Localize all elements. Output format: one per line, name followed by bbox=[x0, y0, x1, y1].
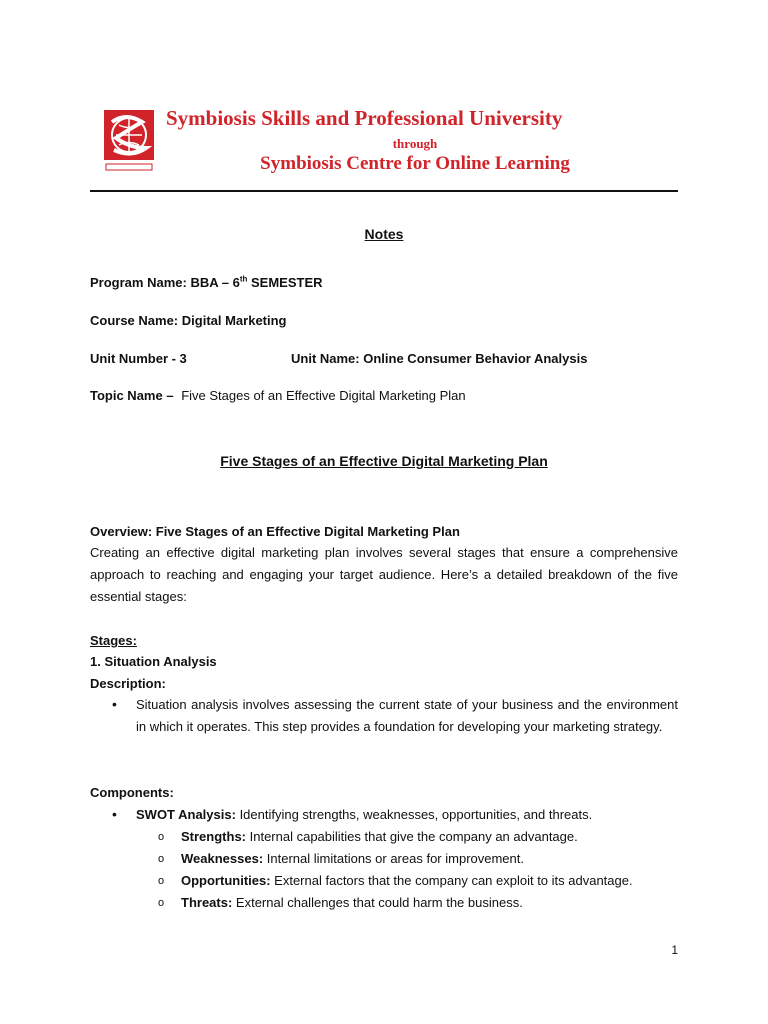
topic-line bbox=[90, 388, 466, 403]
sub-item-label: Strengths: bbox=[181, 829, 246, 844]
header-divider bbox=[90, 190, 678, 192]
swot-label: SWOT Analysis: bbox=[136, 807, 236, 822]
letterhead bbox=[90, 100, 678, 186]
main-title: Five Stages of an Effective Digital Marketing Plan bbox=[220, 453, 548, 469]
unit-name-value: Online Consumer Behavior Analysis bbox=[363, 351, 588, 366]
swot-text: Identifying strengths, weaknesses, opportunities, and threats. bbox=[239, 807, 593, 822]
unit-name-label: Unit Name: bbox=[291, 351, 360, 366]
sub-item-text: Internal limitations or areas for improvement. bbox=[266, 851, 524, 866]
stages-heading: Stages: bbox=[90, 633, 137, 648]
unit-number bbox=[90, 351, 187, 366]
overview-text: Creating an effective digital marketing plan involves several stages that ensure a comprehensive approach to reaching and engaging your target audience. Here’s a detailed breakdown of the five essential stages: bbox=[90, 545, 678, 604]
university-name: Symbiosis Skills and Professional University bbox=[166, 106, 563, 130]
unit-name-line bbox=[291, 351, 587, 366]
description-bullet: Situation analysis involves assessing the current state of your business and the environment in which it operates. This step provides a foundation for developing your marketing strategy. bbox=[136, 697, 678, 734]
program-value-pre: BBA – 6 bbox=[190, 275, 240, 290]
through-text: through bbox=[392, 136, 438, 151]
course-line bbox=[90, 313, 287, 328]
sub-bullet-circle: o bbox=[158, 853, 165, 865]
sub-item bbox=[181, 873, 633, 888]
program-value-sup: th bbox=[239, 274, 248, 284]
overview-heading: Overview: Five Stages of an Effective Digital Marketing Plan bbox=[90, 524, 460, 539]
sub-item bbox=[181, 851, 524, 866]
sub-item bbox=[181, 895, 523, 910]
sub-bullet-circle: o bbox=[158, 831, 165, 843]
centre-name: Symbiosis Centre for Online Learning bbox=[260, 153, 570, 174]
stage1-title: 1. Situation Analysis bbox=[90, 654, 217, 669]
unit-number-text: Unit Number - 3 bbox=[90, 351, 187, 366]
program-label: Program Name: bbox=[90, 275, 187, 290]
topic-label: Topic Name – bbox=[90, 388, 174, 403]
sub-bullet-circle: o bbox=[158, 897, 165, 909]
page-number: 1 bbox=[671, 943, 678, 957]
sub-item-text: Internal capabilities that give the company an advantage. bbox=[249, 829, 578, 844]
components-heading: Components: bbox=[90, 785, 174, 800]
sub-bullet-circle: o bbox=[158, 875, 165, 887]
sub-item-text: External challenges that could harm the business. bbox=[235, 895, 523, 910]
topic-value: Five Stages of an Effective Digital Marketing Plan bbox=[181, 388, 466, 403]
bullet-dot: • bbox=[112, 806, 117, 822]
sub-item-label: Weaknesses: bbox=[181, 851, 264, 866]
bullet-dot: • bbox=[112, 696, 117, 712]
course-label: Course Name: bbox=[90, 313, 179, 328]
sub-item-text: External factors that the company can exploit to its advantage. bbox=[274, 873, 633, 888]
swot-item bbox=[136, 807, 592, 822]
program-line bbox=[90, 275, 323, 290]
description-heading: Description: bbox=[90, 676, 166, 691]
program-value-post: SEMESTER bbox=[251, 275, 323, 290]
sub-item-label: Threats: bbox=[181, 895, 233, 910]
notes-title: Notes bbox=[364, 226, 404, 242]
sub-item-label: Opportunities: bbox=[181, 873, 271, 888]
sub-item bbox=[181, 829, 578, 844]
course-value: Digital Marketing bbox=[181, 313, 287, 328]
